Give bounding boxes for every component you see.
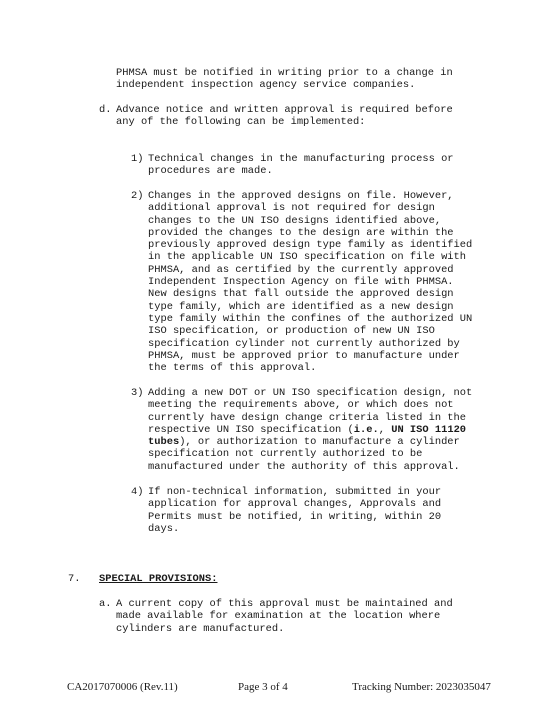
continuation-paragraph [116,67,453,92]
text-line: PHMSA, and as certified by the currently approved [148,263,454,276]
text-line: currently have design change criteria listed in the [148,411,467,424]
subitem-4-text [148,486,441,535]
text-line: PHMSA must be notified in writing prior to a change in [116,67,453,79]
text-line: New designs that fall outside the approved design [148,288,454,301]
subitem-3-text [148,387,472,473]
text-run: respective UN ISO specification ( [148,423,354,436]
text-run: , [378,423,392,436]
item-a-text [116,598,453,635]
text-line: provided the changes to the design are within the [148,226,454,239]
page-footer [0,681,557,695]
text-line [148,424,472,436]
text-line: Technical changes in the manufacturing process or [148,153,454,165]
bold-term: UN ISO 11120 [391,423,467,436]
text-line: Permits must be notified, in writing, within 20 [148,510,442,523]
text-line: specification not currently authorized to be [148,448,423,461]
text-line: ISO specification, or production of new UN ISO [148,325,435,338]
document-id: CA2017070006 (Rev.11) [67,681,178,693]
text-line: Adding a new DOT or UN ISO specification design, not [148,387,473,399]
text-line: previously approved design type family as identified [148,239,473,252]
text-run: ), or authorization to manufacture a cylinder [179,436,460,449]
subitem-1-text [148,153,454,178]
text-line: specification cylinder not currently authorized by [148,337,460,350]
text-line: Changes in the approved designs on file. However, [148,190,454,202]
text-line: days. [148,522,180,535]
text-line: procedures are made. [148,165,273,178]
section-title: SPECIAL PROVISIONS: [99,573,218,585]
text-line: manufactured under the authority of this approval. [148,460,460,473]
text-line: changes to the UN ISO designs identified above, [148,214,442,227]
text-line: the terms of this approval. [148,362,317,375]
subitem-4-marker: 4) [131,486,144,498]
tracking-number: Tracking Number: 2023035047 [352,681,491,693]
subitem-1-marker: 1) [131,153,144,165]
bold-term: i.e. [353,423,379,436]
item-d-text [116,104,453,129]
text-line: A current copy of this approval must be maintained and [116,598,453,610]
text-line: type family within the confines of the authorized UN [148,312,473,325]
page-number: Page 3 of 4 [238,681,288,693]
text-line: PHMSA, must be approved prior to manufacture under [148,349,460,362]
text-line: in the applicable UN ISO specification on file with [148,251,467,264]
section-number: 7. [68,573,81,585]
text-line: type family, which are identified as a new design [148,300,454,313]
text-line: application for approval changes, Approvals and [148,498,442,511]
text-line: Advance notice and written approval is required before [116,104,453,116]
bold-term: tubes [148,436,180,449]
item-d-marker: d. [99,104,112,116]
text-line: Independent Inspection Agency on file with PHMSA. [148,276,454,289]
item-a-marker: a. [99,598,112,610]
text-line: independent inspection agency service companies. [116,79,416,92]
text-line: If non-technical information, submitted in your [148,486,442,498]
text-line [148,436,472,448]
text-line: cylinders are manufactured. [116,622,285,635]
subitem-2-text [148,190,472,374]
text-line: any of the following can be implemented: [116,116,366,129]
text-line: additional approval is not required for design [148,202,435,215]
subitem-3-marker: 3) [131,387,144,399]
subitem-2-marker: 2) [131,190,144,202]
text-line: meeting the requirements above, or which does not [148,399,454,412]
text-line: made available for examination at the location where [116,610,441,623]
